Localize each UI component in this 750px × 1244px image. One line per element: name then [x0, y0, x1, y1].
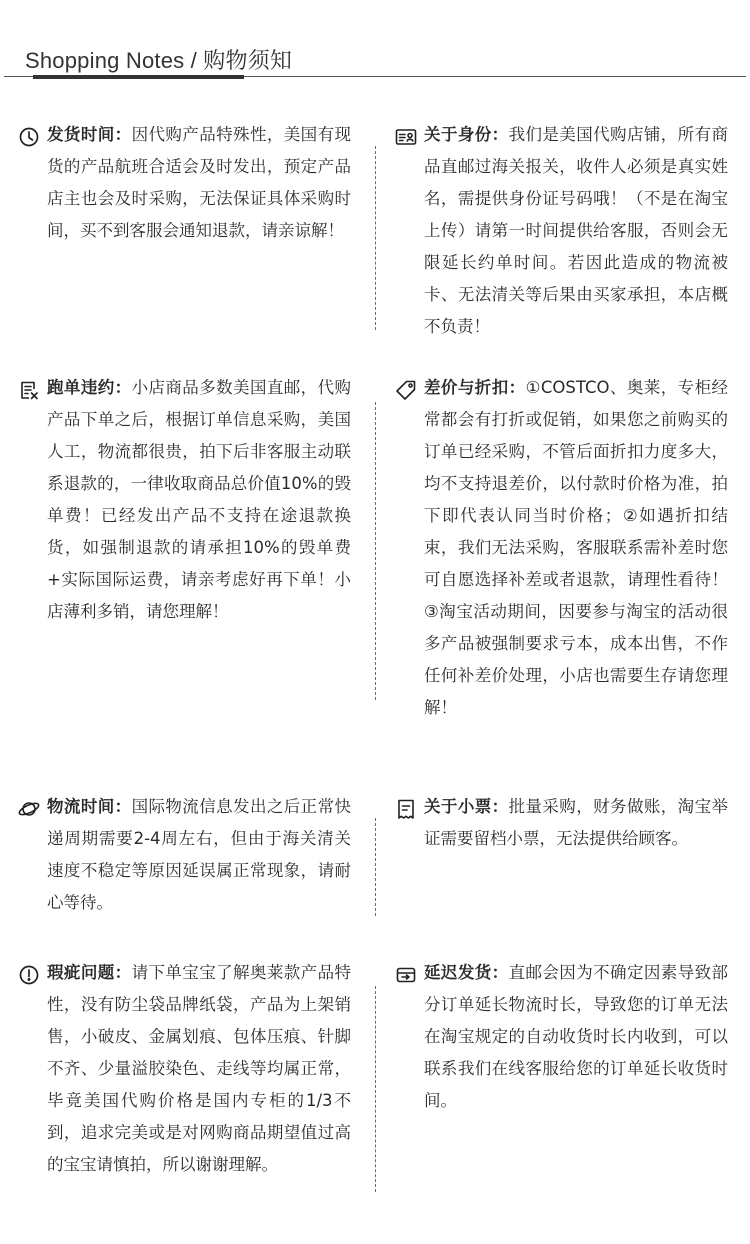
- notice-body: 我们是美国代购店铺，所有商品直邮过海关报关，收件人必须是真实姓名，需提供身份证号码哦！（不是在淘宝上传）请第一时间提供给客服，否则会无限延长约单时间。若因此造成的物流被卡、无法清关等后果由买家承担，本店概不负责！: [424, 125, 729, 336]
- header: [0, 0, 750, 84]
- delay-shipping-icon: [395, 964, 417, 986]
- column-divider: [375, 818, 376, 916]
- notice-label: 发货时间：: [47, 125, 132, 144]
- alert-circle-icon: [18, 964, 40, 986]
- notice-body: 请下单宝宝了解奥莱款产品特性，没有防尘袋品牌纸袋，产品为上架销售，小破皮、金属划痕、包体压痕、针脚不齐、少量溢胶染色、走线等均属正常，毕竟美国代购价格是国内专柜的1/3不到，追求完美或是对网购商品期望值过高的宝宝请慎拍，所以谢谢理解。: [47, 963, 352, 1174]
- notice-body: 因代购产品特殊性，美国有现货的产品航班合适会及时发出，预定产品店主也会及时采购，无法保证具体采购时间，买不到客服会通知退款，请亲谅解！: [47, 125, 352, 240]
- page-title: Shopping Notes / 购物须知: [25, 48, 293, 73]
- order-cancel-icon: [18, 379, 40, 401]
- receipt-icon: [395, 798, 417, 820]
- header-accent-bar: [33, 75, 244, 79]
- notice-label: 物流时间：: [47, 797, 132, 816]
- price-tag-icon: [395, 379, 417, 401]
- column-divider: [375, 402, 376, 700]
- column-divider: [375, 986, 376, 1192]
- notice-label: 跑单违约：: [47, 378, 132, 397]
- notice-body: ①COSTCO、奥莱，专柜经常都会有打折或促销，如果您之前购买的订单已经采购，不管后面折扣力度多大，均不支持退差价，以付款时价格为准，拍下即代表认同当时价格；②如遇折扣结束，我们无法采购，客服联系需补差时您可自愿选择补差或者退款，请理性看待！③淘宝活动期间，因要参与淘宝的活动很多产品被强制要求亏本，成本出售，不作任何补差价处理，小店也需要生存请您理解！: [424, 378, 729, 717]
- notice-label: 差价与折扣：: [424, 378, 526, 397]
- notice-body: 国际物流信息发出之后正常快递周期需要2-4周左右，但由于海关清关速度不稳定等原因延误属正常现象，请耐心等待。: [47, 797, 352, 912]
- notice-text: [47, 372, 351, 628]
- notice-label: 关于身份：: [424, 125, 509, 144]
- id-card-icon: [395, 126, 417, 148]
- notice-body: 直邮会因为不确定因素导致部分订单延长物流时长，导致您的订单无法在淘宝规定的自动收货时长内收到，可以联系我们在线客服给您的订单延长收货时间。: [424, 963, 729, 1110]
- notice-label: 关于小票：: [424, 797, 509, 816]
- notice-text: [47, 791, 351, 919]
- notice-body: 小店商品多数美国直邮，代购产品下单之后，根据订单信息采购，美国人工，物流都很贵，拍下后非客服主动联系退款的，一律收取商品总价值10%的毁单费！已经发出产品不支持在途退款换货，如强制退款的请承担10%的毁单费+实际国际运费，请亲考虑好再下单！小店薄利多销，请您理解！: [47, 378, 352, 621]
- notice-text: [424, 119, 728, 343]
- planet-icon: [18, 798, 40, 820]
- notice-body: 批量采购，财务做账，淘宝举证需要留档小票，无法提供给顾客。: [424, 797, 729, 848]
- column-divider: [375, 146, 376, 330]
- notice-text: [424, 372, 728, 724]
- notice-label: 瑕疵问题：: [47, 963, 132, 982]
- notice-text: [47, 119, 351, 247]
- notice-text: [47, 957, 351, 1181]
- notice-label: 延迟发货：: [424, 963, 509, 982]
- clock-icon: [18, 126, 40, 148]
- notice-text: [424, 791, 728, 855]
- notice-text: [424, 957, 728, 1117]
